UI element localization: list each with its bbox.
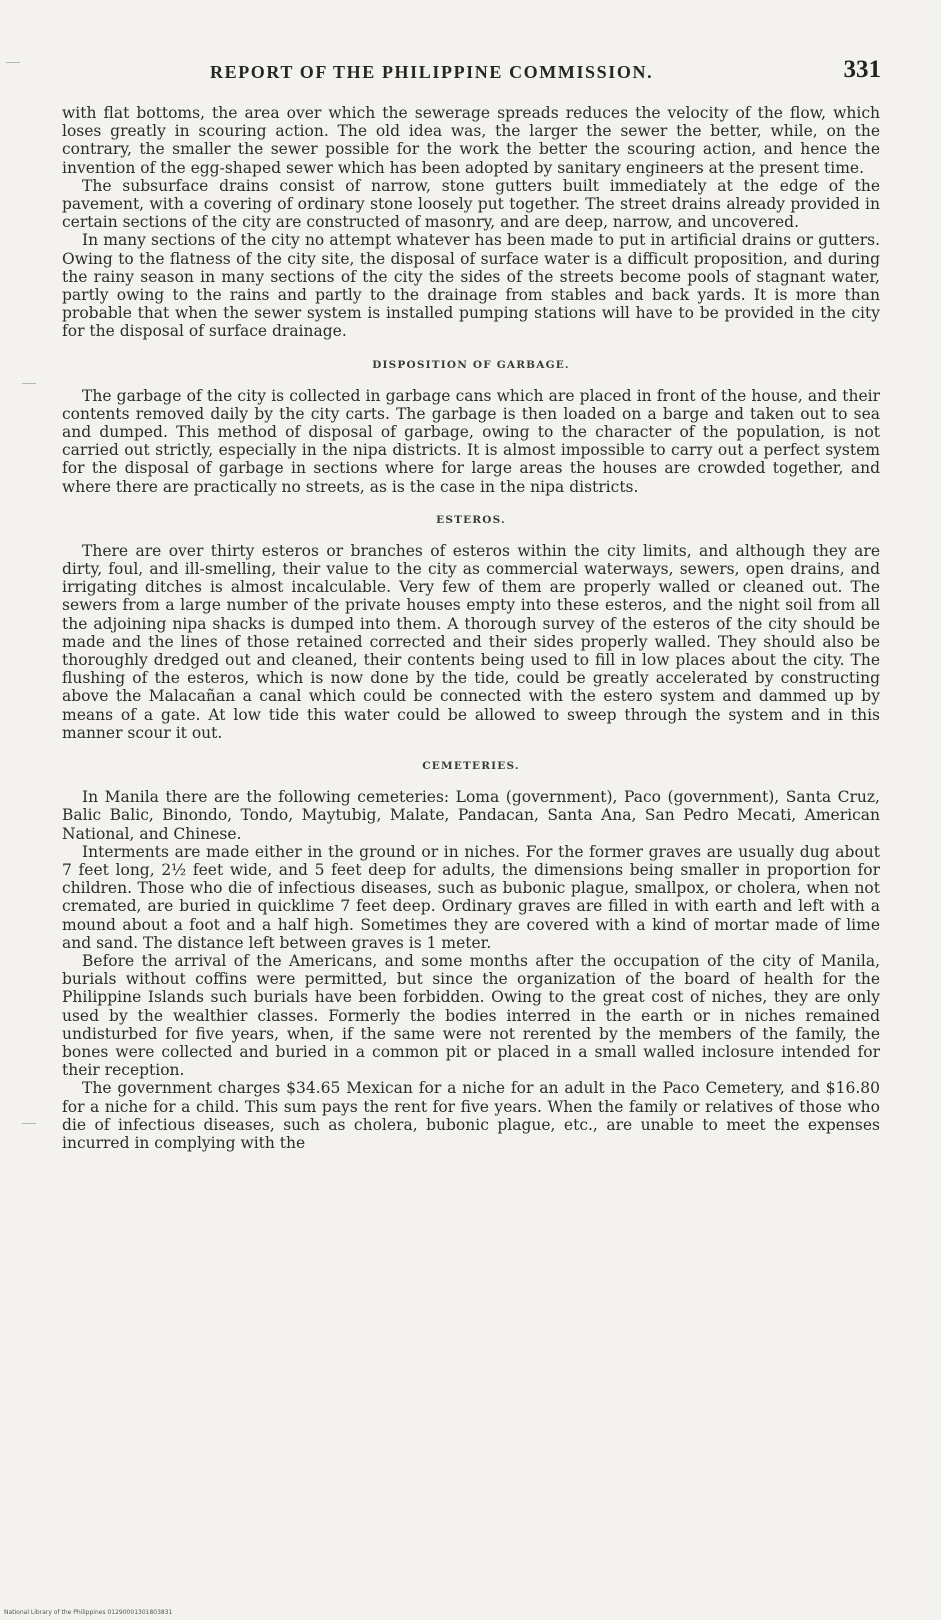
- page-header: [60, 56, 881, 92]
- library-stamp: National Library of the Philippines 01290001301803831: [4, 1609, 173, 1616]
- page-number: 331: [843, 56, 881, 83]
- paragraph: Interments are made either in the ground or in niches. For the former graves are usually dug about 7 feet long, 2½ feet wide, and 5 feet deep for adults, the dimensions being smaller in proportion for children. Those who die of infectious diseases, such as bubonic plague, smallpox, or cholera, when not cremated, are buried in quicklime 7 feet deep. Ordinary graves are filled in with earth and left with a mound about a foot and a half high. Sometimes they are covered with a kind of mortar made of lime and sand. The distance left between graves is 1 meter.: [62, 842, 880, 952]
- page-body: [62, 104, 880, 1152]
- section-heading-esteros: ESTEROS.: [436, 513, 506, 526]
- paragraph: with flat bottoms, the area over which the sewerage spreads reduces the velocity of the flow, which loses greatly in scouring action. The old idea was, the larger the sewer the better, while, on the contrary, the smaller the sewer possible for the work the better the scouring action, and hence the invention of the egg-shaped sewer which has been adopted by sanitary engineers at the present time.: [62, 104, 880, 177]
- margin-mark: [6, 62, 20, 63]
- paragraph: The government charges $34.65 Mexican for a niche for an adult in the Paco Cemetery, and $16.80 for a niche for a child. This sum pays the rent for five years. When the family or relatives of those who die of infectious diseases, such as cholera, bubonic plague, etc., are unable to meet the expenses incurred in complying with the: [62, 1079, 880, 1152]
- section-heading-cemeteries: CEMETERIES.: [422, 760, 520, 773]
- margin-mark: [22, 383, 36, 384]
- margin-mark: [22, 1123, 36, 1124]
- paragraph: Before the arrival of the Americans, and some months after the occupation of the city of Manila, burials without coffins were permitted, but since the organization of the board of health for the Philippine Islands such burials have been forbidden. Owing to the great cost of niches, they are only used by the wealthier classes. Formerly the bodies interred in the earth or in niches remained undisturbed for five years, when, if the same were not rerented by the members of the family, the bones were collected and buried in a common pit or placed in a small walled inclosure intended for their reception.: [62, 951, 880, 1080]
- section-heading-garbage: DISPOSITION OF GARBAGE.: [372, 358, 570, 371]
- paragraph: There are over thirty esteros or branches of esteros within the city limits, and although they are dirty, foul, and ill-smelling, their value to the city as commercial waterways, sewers, open drains, and irrigating ditches is almost incalculable. Very few of them are properly walled or cleaned out. The sewers from a large number of the private houses empty into these esteros, and the night soil from all the adjoining nipa shacks is dumped into them. A thorough survey of the esteros of the city should be made and the lines of those retained corrected and their sides properly walled. They should also be thoroughly dredged out and cleaned, their contents being used to fill in low places about the city. The flushing of the esteros, which is now done by the tide, could be greatly accelerated by constructing above the Malacañan a canal which could be connected with the estero system and dammed up by means of a gate. At low tide this water could be allowed to sweep through the system and in this manner scour it out.: [62, 541, 880, 742]
- paragraph: The subsurface drains consist of narrow, stone gutters built immediately at the edge of the pavement, with a covering of ordinary stone loosely put together. The street drains already provided in certain sections of the city are constructed of masonry, and are deep, narrow, and uncovered.: [62, 176, 880, 232]
- running-title: REPORT OF THE PHILIPPINE COMMISSION.: [210, 62, 654, 82]
- paragraph: The garbage of the city is collected in garbage cans which are placed in front of the house, and their contents removed daily by the city carts. The garbage is then loaded on a barge and taken out to sea and dumped. This method of disposal of garbage, owing to the character of the population, is not carried out strictly, especially in the nipa districts. It is almost impossible to carry out a perfect system for the disposal of garbage in sections where for large areas the houses are crowded together, and where there are practically no streets, as is the case in the nipa districts.: [62, 386, 880, 496]
- paragraph: In many sections of the city no attempt whatever has been made to put in artificial drains or gutters. Owing to the flatness of the city site, the disposal of surface water is a difficult proposition, and during the rainy season in many sections of the city the sides of the streets become pools of stagnant water, partly owing to the rains and partly to the drainage from stables and back yards. It is more than probable that when the sewer system is installed pumping stations will have to be provided in the city for the disposal of surface drainage.: [62, 231, 880, 341]
- paragraph: In Manila there are the following cemeteries: Loma (government), Paco (government), Santa Cruz, Balic Balic, Binondo, Tondo, Maytubig, Malate, Pandacan, Santa Ana, San Pedro Mecati, American National, and Chinese.: [62, 788, 880, 843]
